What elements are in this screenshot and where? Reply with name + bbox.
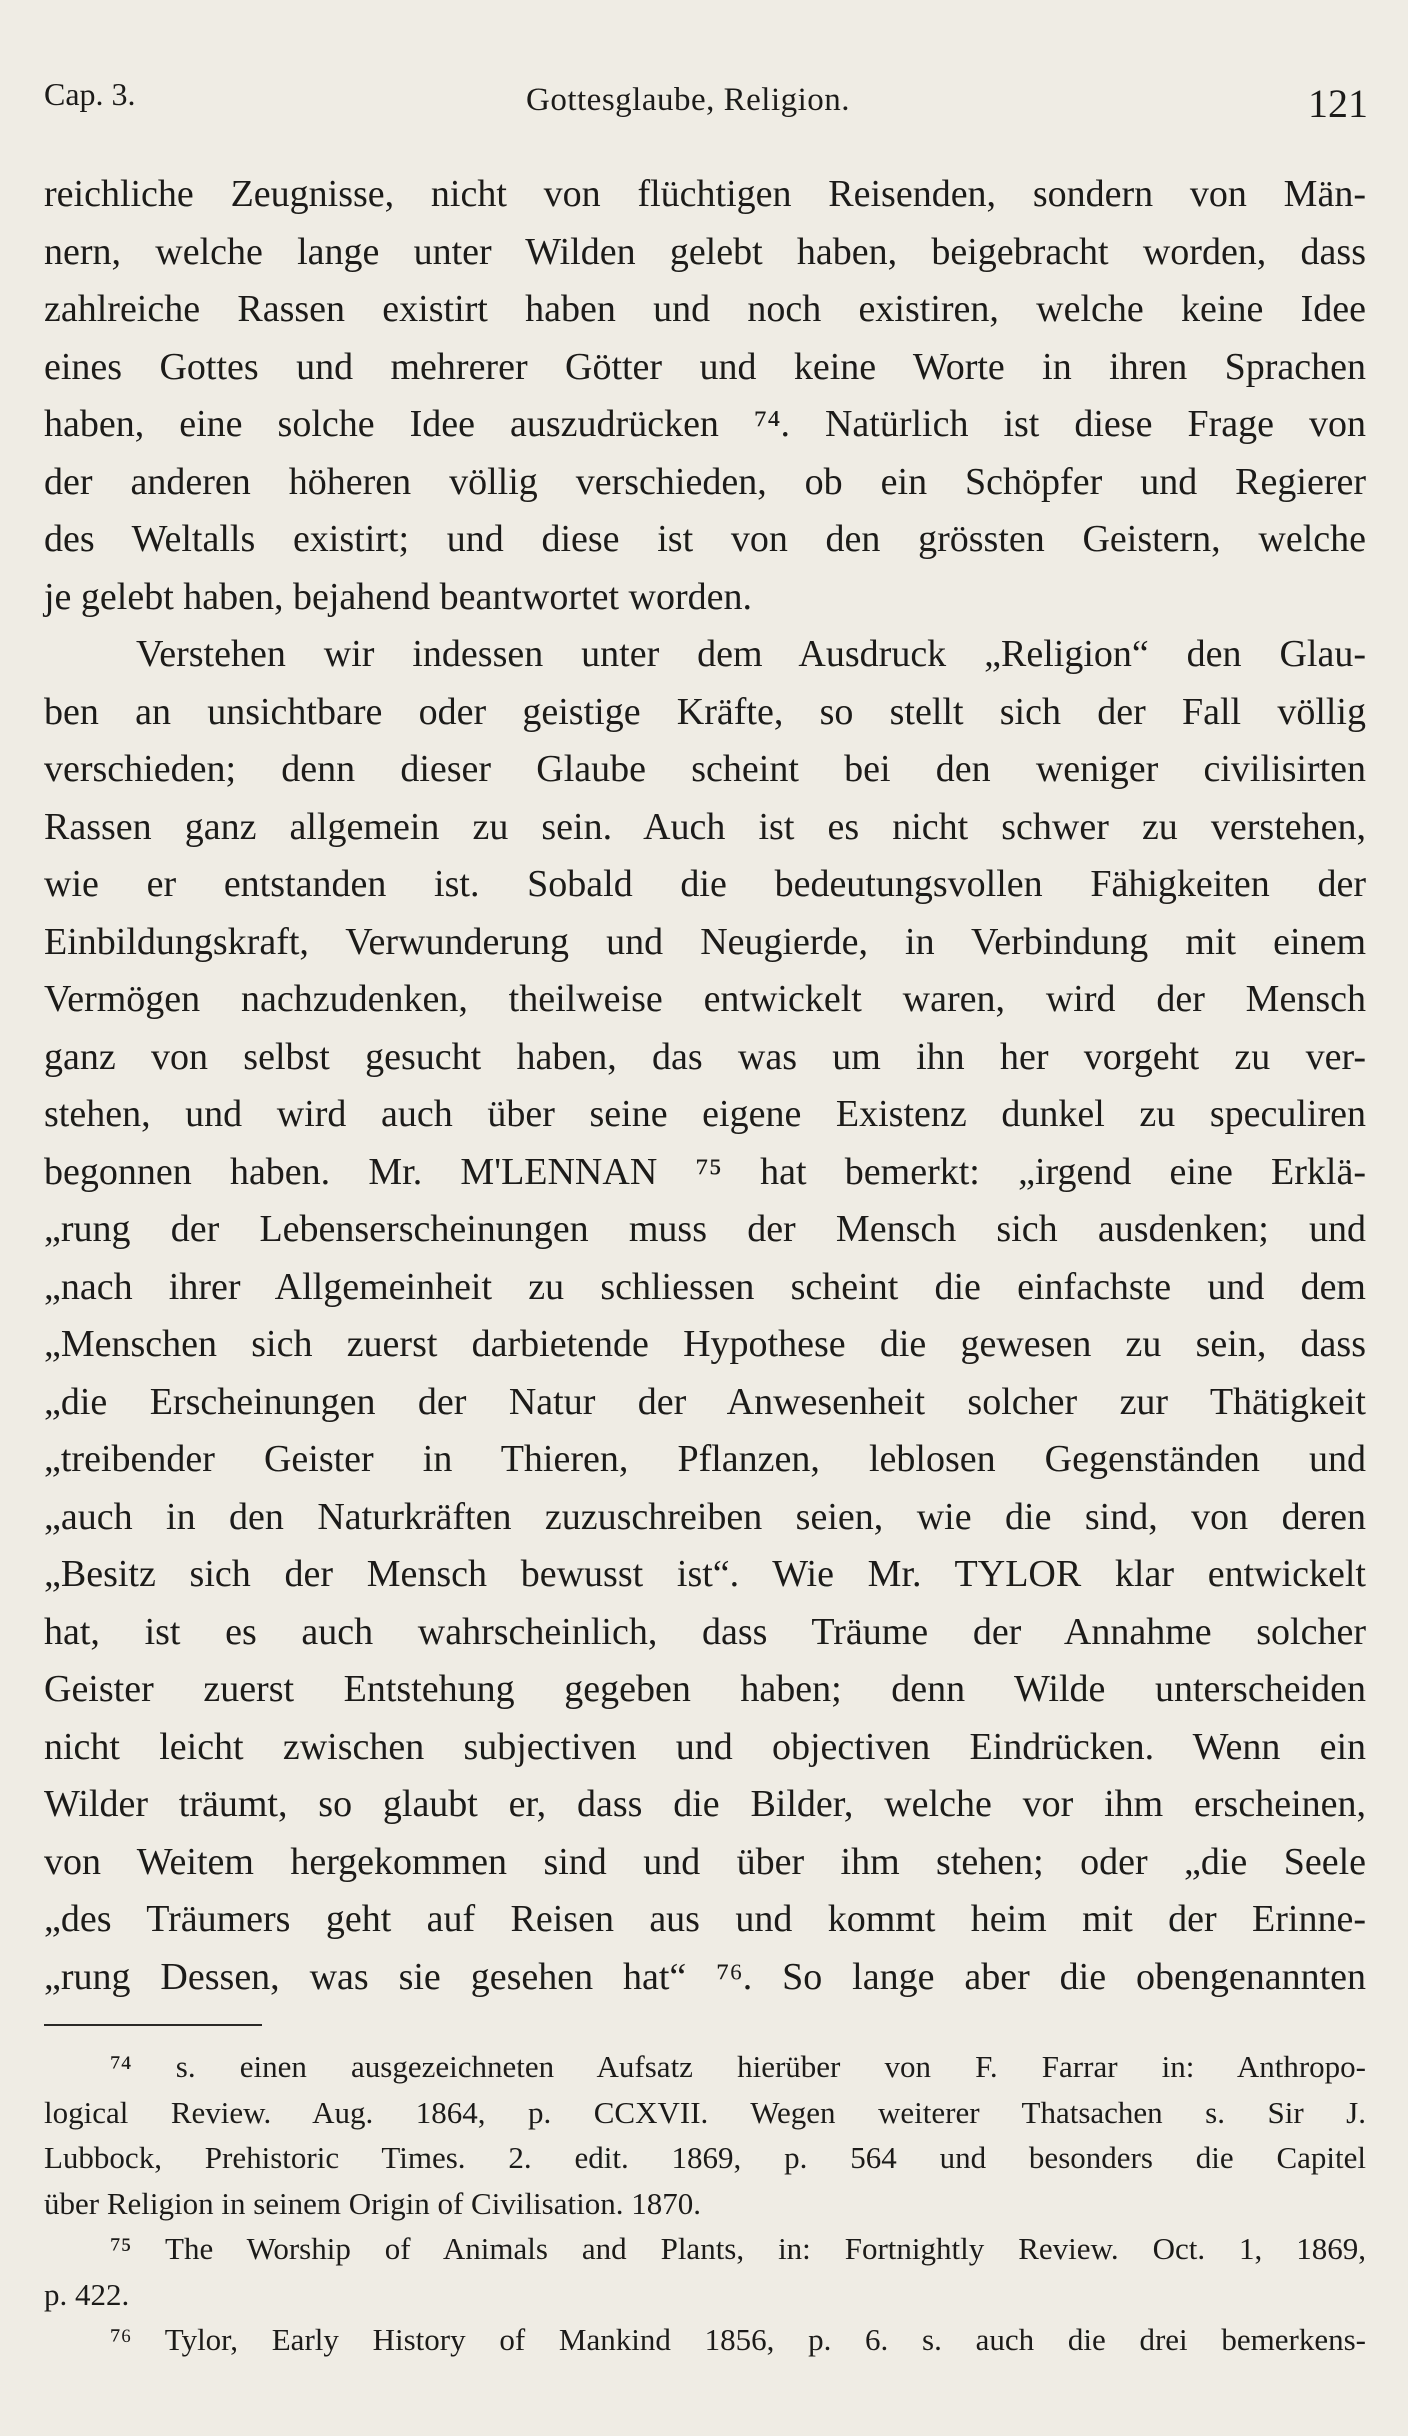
text-line: „treibender Geister in Thieren, Pflanzen, leblosen Gegenständen und [44, 1438, 1366, 1480]
text-line: eines Gottes und mehrerer Götter und keine Worte in ihren Sprachen [44, 345, 1366, 388]
footnote-line: ⁷⁴ s. einen ausgezeichneten Aufsatz hierüber von F. Farrar in: Anthropo- [110, 2049, 1366, 2084]
footnotes [44, 2044, 1366, 2363]
text-line: verschieden; denn dieser Glaube scheint bei den weniger civilisirten [44, 748, 1366, 790]
text-line: Vermögen nachzudenken, theilweise entwickelt waren, wird der Mensch [44, 978, 1366, 1020]
text-line: „Menschen sich zuerst darbietende Hypothese die gewesen zu sein, dass [44, 1323, 1366, 1365]
text-line: Geister zuerst Entstehung gegeben haben; denn Wilde unterscheiden [44, 1668, 1366, 1710]
text-line: der anderen höheren völlig verschieden, ob ein Schöpfer und Regierer [44, 460, 1366, 503]
text-line: stehen, und wird auch über seine eigene Existenz dunkel zu speculiren [44, 1093, 1366, 1135]
footnote-line: ⁷⁵ The Worship of Animals and Plants, in: Fortnightly Review. Oct. 1, 1869, [110, 2231, 1366, 2266]
text-line: „die Erscheinungen der Natur der Anwesenheit solcher zur Thätigkeit [44, 1380, 1366, 1423]
text-line: begonnen haben. Mr. M'LENNAN ⁷⁵ hat bemerkt: „irgend eine Erklä- [44, 1150, 1366, 1193]
text-line: Einbildungskraft, Verwunderung und Neugierde, in Verbindung mit einem [44, 920, 1366, 963]
text-line: ben an unsichtbare oder geistige Kräfte, so stellt sich der Fall völlig [44, 690, 1366, 733]
text-line: wie er entstanden ist. Sobald die bedeutungsvollen Fähigkeiten der [44, 863, 1366, 905]
text-line: Verstehen wir indessen unter dem Ausdruck „Religion“ den Glau- [136, 633, 1366, 675]
footnote-line: Lubbock, Prehistoric Times. 2. edit. 1869, p. 564 und besonders die Capitel [44, 2140, 1366, 2175]
footnote-divider [44, 2024, 262, 2026]
running-header [44, 68, 1368, 138]
text-line: „rung Dessen, was sie gesehen hat“ ⁷⁶. So lange aber die obengenannten [44, 1955, 1366, 1998]
text-line: Wilder träumt, so glaubt er, dass die Bilder, welche vor ihm erscheinen, [44, 1783, 1366, 1825]
footnote-line: über Religion in seinem Origin of Civilisation. 1870. [44, 2185, 701, 2221]
page-number: 121 [1308, 81, 1368, 126]
text-line: nern, welche lange unter Wilden gelebt haben, beigebracht worden, dass [44, 230, 1366, 273]
text-line: „auch in den Naturkräften zuzuschreiben seien, wie die sind, von deren [44, 1495, 1366, 1538]
running-title: Gottesglaube, Religion. [526, 82, 851, 118]
text-line: „rung der Lebenserscheinungen muss der Mensch sich ausdenken; und [44, 1208, 1366, 1250]
chapter-label: Cap. 3. [44, 76, 136, 112]
footnote-line: p. 422. [44, 2276, 130, 2312]
text-line: je gelebt haben, bejahend beantwortet worden. [44, 575, 752, 618]
text-line: „des Träumers geht auf Reisen aus und kommt heim mit der Erinne- [44, 1898, 1366, 1940]
text-line: „Besitz sich der Mensch bewusst ist“. Wie Mr. TYLOR klar entwickelt [44, 1553, 1366, 1595]
text-line: ganz von selbst gesucht haben, das was um ihn her vorgeht zu ver- [44, 1035, 1366, 1078]
text-line: nicht leicht zwischen subjectiven und objectiven Eindrücken. Wenn ein [44, 1725, 1366, 1768]
text-line: des Weltalls existirt; und diese ist von den grössten Geistern, welche [44, 518, 1366, 560]
text-line: zahlreiche Rassen existirt haben und noch existiren, welche keine Idee [44, 288, 1366, 330]
text-line: reichliche Zeugnisse, nicht von flüchtigen Reisenden, sondern von Män- [44, 173, 1366, 215]
text-line: hat, ist es auch wahrscheinlich, dass Träume der Annahme solcher [44, 1610, 1366, 1653]
text-line: haben, eine solche Idee auszudrücken ⁷⁴. Natürlich ist diese Frage von [44, 403, 1366, 445]
footnote-line: logical Review. Aug. 1864, p. CCXVII. Wegen weiterer Thatsachen s. Sir J. [44, 2094, 1366, 2130]
footnote-line: ⁷⁶ Tylor, Early History of Mankind 1856, p. 6. s. auch die drei bemerkens- [110, 2322, 1366, 2357]
main-text [44, 166, 1366, 2006]
text-line: Rassen ganz allgemein zu sein. Auch ist es nicht schwer zu verstehen, [44, 805, 1366, 848]
text-line: von Weitem hergekommen sind und über ihm stehen; oder „die Seele [44, 1840, 1366, 1883]
text-line: „nach ihrer Allgemeinheit zu schliessen scheint die einfachste und dem [44, 1265, 1366, 1308]
